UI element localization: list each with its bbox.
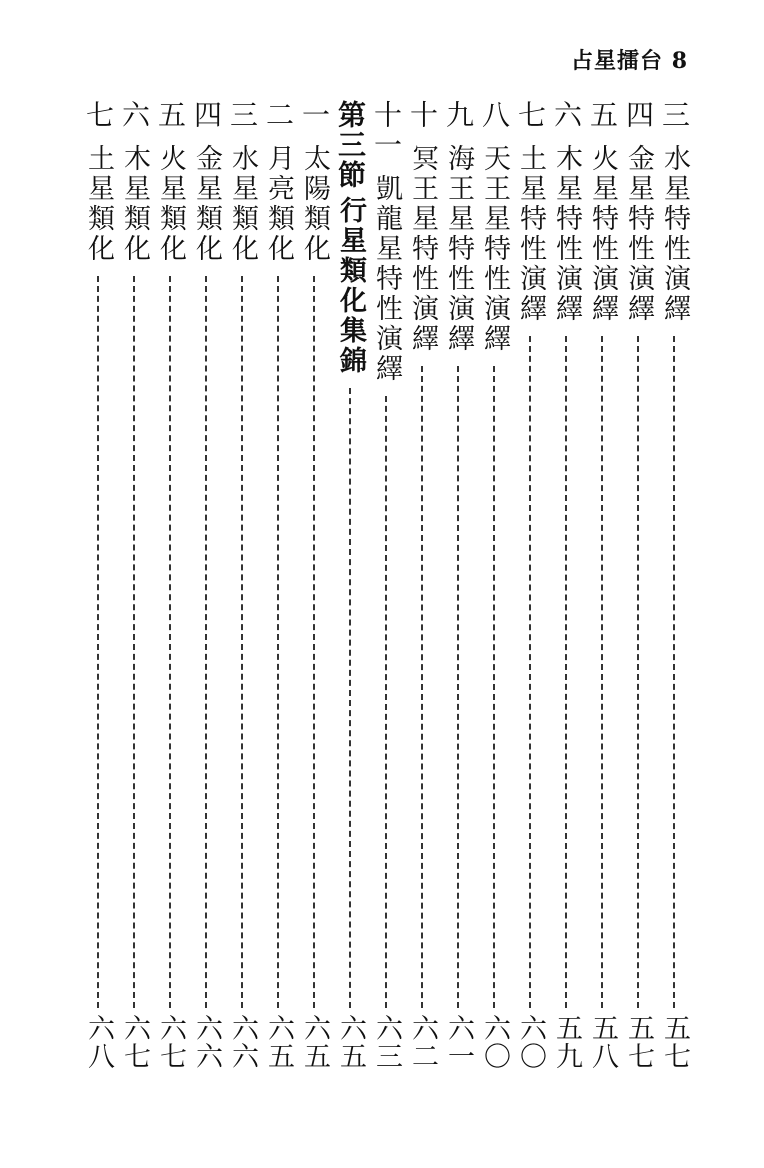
entry-page: 六五 (263, 1014, 294, 1070)
entry-number: 十 (406, 100, 439, 130)
table-of-contents (76, 100, 692, 1100)
toc-entry[interactable] (116, 100, 152, 1070)
toc-entry[interactable] (404, 100, 440, 1070)
entry-number: 四 (190, 100, 223, 130)
entry-title: 土星特性演繹 (515, 144, 546, 324)
entry-number: 一 (298, 100, 331, 130)
entry-number: 八 (478, 100, 511, 130)
entry-page: 六〇 (515, 1014, 546, 1070)
section-number: 第三節 (334, 100, 367, 190)
toc-entry[interactable] (152, 100, 188, 1070)
entry-number: 十一 (370, 100, 403, 160)
entry-title: 金星特性演繹 (623, 144, 654, 324)
dotted-leader (565, 336, 567, 1008)
toc-entry[interactable] (548, 100, 584, 1070)
entry-page: 五七 (659, 1014, 690, 1070)
entry-title: 水星類化 (227, 144, 258, 264)
entry-number: 三 (226, 100, 259, 130)
toc-entry[interactable] (188, 100, 224, 1070)
toc-entry[interactable] (260, 100, 296, 1070)
entry-title: 海王星特性演繹 (443, 144, 474, 354)
entry-title: 冥王星特性演繹 (407, 144, 438, 354)
dotted-leader (673, 336, 675, 1008)
entry-page: 五八 (587, 1014, 618, 1070)
entry-page: 六六 (191, 1014, 222, 1070)
entry-page: 六五 (299, 1014, 330, 1070)
entry-title: 火星特性演繹 (587, 144, 618, 324)
entry-page: 六一 (443, 1014, 474, 1070)
entry-number: 四 (622, 100, 655, 130)
entry-page: 六六 (227, 1014, 258, 1070)
entry-page: 六七 (155, 1014, 186, 1070)
toc-entry[interactable] (224, 100, 260, 1070)
dotted-leader (457, 366, 459, 1008)
entry-number: 六 (118, 100, 151, 130)
entry-number: 三 (658, 100, 691, 130)
entry-title: 天王星特性演繹 (479, 144, 510, 354)
toc-entry[interactable] (656, 100, 692, 1070)
toc-entry[interactable] (620, 100, 656, 1070)
toc-entry[interactable] (476, 100, 512, 1070)
dotted-leader (313, 276, 315, 1008)
entry-title: 土星類化 (83, 144, 114, 264)
entry-title: 水星特性演繹 (659, 144, 690, 324)
dotted-leader (205, 276, 207, 1008)
dotted-leader (493, 366, 495, 1008)
dotted-leader (349, 388, 351, 1008)
dotted-leader (601, 336, 603, 1008)
entry-page: 六五 (335, 1014, 366, 1070)
entry-number: 五 (154, 100, 187, 130)
dotted-leader (241, 276, 243, 1008)
dotted-leader (277, 276, 279, 1008)
entry-number: 五 (586, 100, 619, 130)
entry-title: 金星類化 (191, 144, 222, 264)
entry-title: 火星類化 (155, 144, 186, 264)
entry-title: 凱龍星特性演繹 (371, 174, 402, 384)
entry-page: 六〇 (479, 1014, 510, 1070)
entry-title: 木星特性演繹 (551, 144, 582, 324)
entry-title: 木星類化 (119, 144, 150, 264)
toc-entry[interactable] (440, 100, 476, 1070)
toc-entry[interactable] (80, 100, 116, 1070)
entry-title: 太陽類化 (299, 144, 330, 264)
entry-number: 六 (550, 100, 583, 130)
dotted-leader (421, 366, 423, 1008)
toc-entry[interactable] (296, 100, 332, 1070)
toc-entry[interactable] (368, 100, 404, 1070)
toc-entry[interactable] (584, 100, 620, 1070)
entry-page: 五七 (623, 1014, 654, 1070)
entry-title: 月亮類化 (263, 144, 294, 264)
entry-number: 七 (82, 100, 115, 130)
dotted-leader (529, 336, 531, 1008)
entry-page: 六七 (119, 1014, 150, 1070)
toc-entry[interactable] (512, 100, 548, 1070)
entry-page: 六二 (407, 1014, 438, 1070)
section-title: 行星類化集錦 (335, 196, 366, 376)
dotted-leader (169, 276, 171, 1008)
entry-number: 九 (442, 100, 475, 130)
entry-page: 六三 (371, 1014, 402, 1070)
dotted-leader (637, 336, 639, 1008)
page-header: 占星擂台 8 (571, 48, 688, 74)
toc-section-heading[interactable] (332, 100, 368, 1070)
dotted-leader (385, 396, 387, 1008)
entry-number: 二 (262, 100, 295, 130)
entry-page: 六八 (83, 1014, 114, 1070)
dotted-leader (97, 276, 99, 1008)
dotted-leader (133, 276, 135, 1008)
entry-page: 五九 (551, 1014, 582, 1070)
entry-number: 七 (514, 100, 547, 130)
